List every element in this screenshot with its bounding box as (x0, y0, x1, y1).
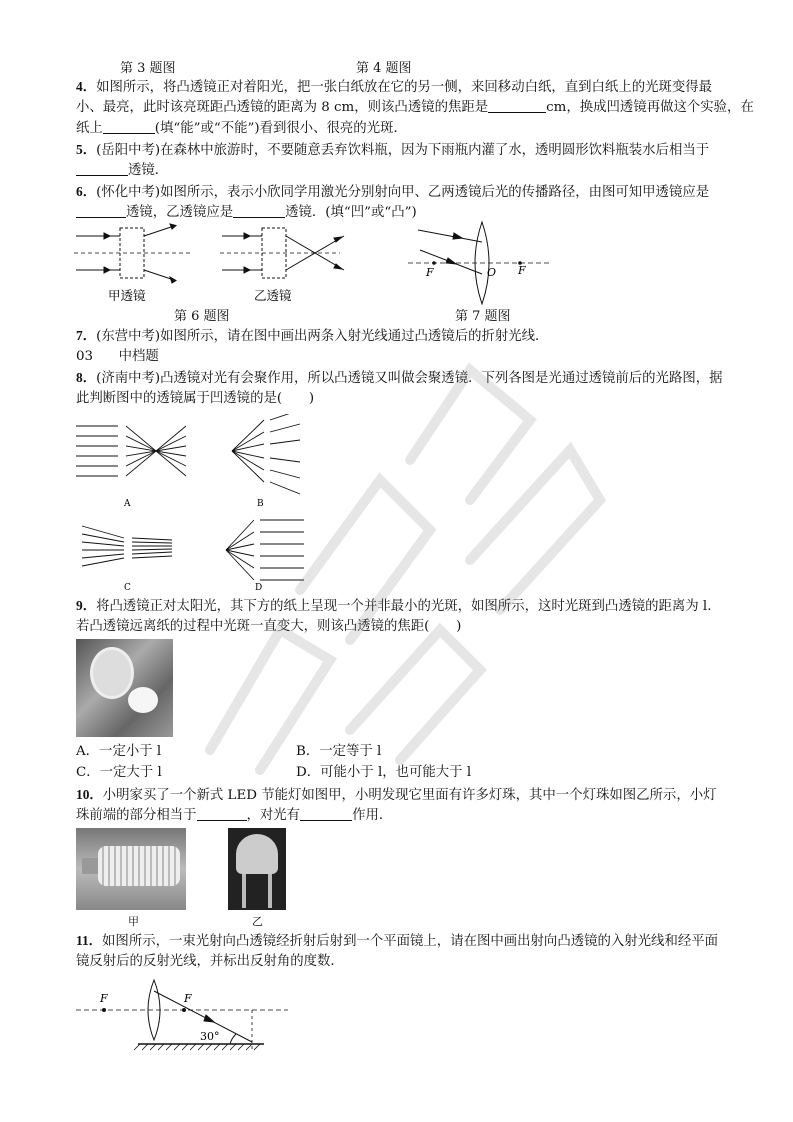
q8-line2 (76, 388, 756, 409)
q8-fig-d (226, 520, 304, 580)
q9-line1 (76, 595, 756, 617)
fig11-diagram (74, 978, 304, 1054)
fig6-caption: 第 6 题图 (174, 309, 230, 324)
q8-fig-a (76, 426, 186, 476)
q10-text2b: ，对光有 (246, 808, 301, 823)
q7-text1: (东营中考)如图所示，请在图中画出两条入射光线通过凸透镜后的折射光线． (96, 329, 549, 344)
q10-text2c: 作用． (352, 808, 393, 823)
q4-number: 4． (76, 79, 97, 94)
q6-text2a: 透镜，乙透镜应是 (126, 205, 234, 220)
q9-text1: 将凸透镜正对太阳光，其下方的纸上呈现一个并非最小的光斑，如图所示，这时光斑到凸透镜的距离为 l. (96, 599, 712, 614)
magnifier-photo (76, 639, 173, 737)
q11-text1: 如图所示，一束光射向凸透镜经折射后射到一个平面镜上，请在图中画出射向凸透镜的入射光线和经平面 (102, 934, 719, 949)
fig7-o: O (487, 266, 497, 279)
fig11-f2: F (184, 992, 192, 1005)
q10-blank-1[interactable] (197, 806, 247, 821)
q10-line2 (76, 805, 756, 826)
q4-blank-focal[interactable] (488, 98, 546, 113)
label-yi-lens: 乙透镜 (254, 288, 292, 303)
q11-line2 (76, 951, 756, 972)
q4-text3a: 纸上 (76, 121, 103, 136)
q5-number: 5． (76, 142, 97, 157)
q6-number: 6． (76, 184, 97, 199)
fig7-diagram (406, 220, 556, 306)
q10-line1 (76, 784, 756, 806)
q9-line2 (76, 616, 756, 637)
q8-label-b: B (257, 499, 264, 509)
q5-line1 (76, 139, 756, 161)
q9-option-d[interactable]: D．可能小于 l，也可能大于 l (296, 765, 472, 780)
q10-text2a: 珠前端的部分相当于 (76, 808, 197, 823)
led-bulb-photo (76, 828, 186, 910)
q9-option-a[interactable]: A．一定小于 l (76, 744, 162, 759)
fig4-caption: 第 4 题图 (356, 61, 412, 76)
q5-text2: 透镜． (128, 163, 169, 178)
q10-blank-2[interactable] (300, 806, 352, 821)
q4-text3b: (填“能”或“不能”)看到很小、很亮的光斑． (154, 121, 407, 136)
q8-fig-b (232, 414, 300, 494)
q5-text1: (岳阳中考)在森林中旅游时，不要随意丢弃饮料瓶，因为下雨瓶内灌了水，透明圆形饮料瓶装水后相当于 (96, 143, 710, 158)
q8-text1: (济南中考)凸透镜对光有会聚作用，所以凸透镜又叫做会聚透镜．下列各图是光通过透镜前后的光路图，据 (96, 371, 723, 386)
q4-text2a: 小、最亮，此时该亮斑距凸透镜的距离为 8 cm，则该凸透镜的焦距是 (76, 100, 489, 115)
q10-number: 10． (76, 787, 103, 802)
q11-number: 11． (76, 933, 103, 948)
q11-line1 (76, 930, 756, 952)
q6-text1: (怀化中考)如图所示，表示小欣同学用激光分别射向甲、乙两透镜后光的传播路径，由图可知甲透镜应是 (96, 185, 710, 200)
fig11-f1: F (100, 992, 108, 1005)
section-header (76, 346, 756, 367)
fig11-angle: 30° (200, 1030, 220, 1043)
fig7-f-right: F (518, 264, 526, 277)
q5-line2 (76, 160, 756, 181)
q8-label-d: D (255, 583, 263, 593)
q4-line3 (76, 118, 756, 139)
q7-number: 7． (76, 328, 97, 343)
q8-number: 8． (76, 370, 97, 385)
q9-text2: 若凸透镜远离纸的过程中光斑一直变大，则该凸透镜的焦距( ) (76, 619, 462, 634)
led-bead-photo (228, 828, 286, 910)
label-jia-lens: 甲透镜 (108, 288, 146, 303)
q10-text1: 小明家买了一个新式 LED 节能灯如图甲，小明发现它里面有许多灯珠，其中一个灯珠如图乙所示，小灯 (102, 788, 717, 803)
q5-blank[interactable] (76, 161, 128, 176)
label-jia-photo: 甲 (128, 915, 139, 928)
section-title: 中档题 (118, 349, 159, 364)
q9-number: 9． (76, 598, 97, 613)
q8-label-c: C (124, 583, 131, 593)
q9-option-b[interactable]: B．一定等于 l (296, 744, 382, 759)
q6-line1 (76, 181, 756, 203)
q8-text2: 此判断图中的透镜属于凹透镜的是( ) (76, 391, 315, 406)
q6-blank-yi[interactable] (233, 203, 285, 218)
q8-diagrams (74, 414, 314, 594)
q4-text2b: cm，换成凹透镜再做这个实验，在 (546, 100, 754, 115)
q6-text2b: 透镜．(填“凹”或“凸”) (285, 205, 417, 220)
fig6-diagram (74, 222, 374, 304)
label-yi-photo: 乙 (252, 915, 263, 928)
q9-option-c[interactable]: C．一定大于 l (76, 765, 162, 780)
fig3-caption: 第 3 题图 (120, 61, 176, 76)
fig7-caption: 第 7 题图 (455, 309, 511, 324)
q11-text2: 镜反射后的反射光线，并标出反射角的度数． (76, 954, 344, 969)
q8-fig-c (82, 526, 172, 566)
q8-line1 (76, 367, 756, 389)
q4-text1: 如图所示，将凸透镜正对着阳光，把一张白纸放在它的另一侧，来回移动白纸，直到白纸上的光斑变得最 (96, 80, 713, 95)
section-number: 03 (76, 349, 94, 364)
q4-blank-can[interactable] (103, 119, 155, 134)
q7-line1 (76, 325, 756, 347)
fig7-f-left: F (426, 266, 434, 279)
q8-label-a: A (124, 499, 131, 509)
q4-line2 (76, 97, 756, 118)
q6-blank-jia[interactable] (76, 203, 126, 218)
q4-line1 (76, 76, 756, 98)
